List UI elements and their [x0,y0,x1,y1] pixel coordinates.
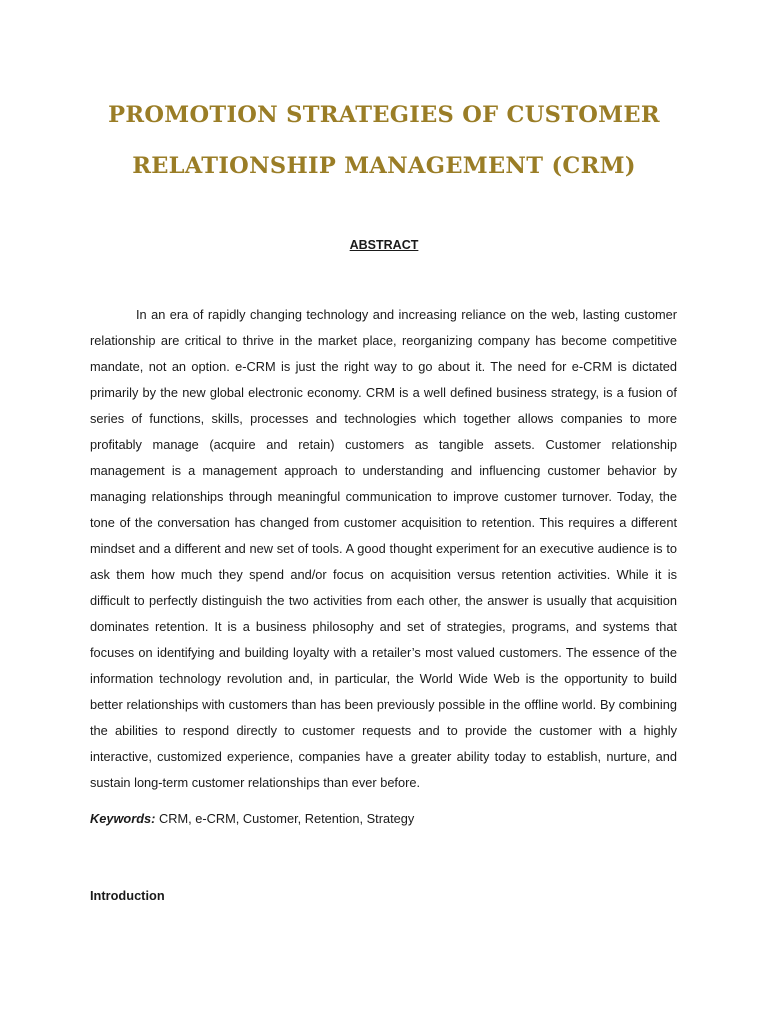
abstract-line: ask them how much they spend and/or focus on acquisition versus retention activities. While it is [90,567,677,582]
abstract-line: better relationships with customers than has been previously possible in the offline world. By combining [90,697,677,712]
abstract-line: management is a management approach to understanding and influencing customer behavior by [90,463,677,478]
abstract-line: primarily by the new global electronic economy. CRM is a well defined business strategy, is a fusion of [90,385,677,400]
abstract-line: focuses on identifying and building loyalty with a retailer’s most valued customers. The essence of the [90,645,677,660]
abstract-line: relationship are critical to thrive in the market place, reorganizing company has become competitive [90,333,677,348]
section-heading-introduction: Introduction [90,888,165,903]
abstract-line: interactive, customized experience, companies have a greater ability today to establish, nurture, and [90,749,677,764]
abstract-line: series of functions, skills, processes and technologies which together allows companies to more [90,411,677,426]
abstract-line: sustain long-term customer relationships than ever before. [90,775,421,790]
abstract-line: managing relationships through meaningful communication to improve customer turnover. Today, the [90,489,677,504]
abstract-line: tone of the conversation has changed from customer acquisition to retention. This requires a different [90,515,677,530]
abstract-line: mandate, not an option. e-CRM is just the right way to go about it. The need for e-CRM is dictated [90,359,677,374]
document-title-line-1: PROMOTION STRATEGIES OF CUSTOMER [108,102,660,128]
abstract-line: information technology revolution and, in particular, the World Wide Web is the opportunity to build [90,671,677,686]
abstract-line: difficult to perfectly distinguish the two activities from each other, the answer is usually that acquisition [90,593,677,608]
abstract-line: In an era of rapidly changing technology and increasing reliance on the web, lasting customer [136,307,677,322]
document-title-line-2: RELATIONSHIP MANAGEMENT (CRM) [132,153,636,179]
keywords-list: CRM, e-CRM, Customer, Retention, Strategy [155,811,415,826]
abstract-heading: ABSTRACT [349,238,419,252]
document-title [60,90,708,192]
abstract-line: dominates retention. It is a business philosophy and set of strategies, programs, and systems that [90,619,677,634]
keywords-label: Keywords: [90,811,156,826]
abstract-line: the abilities to respond directly to customer requests and to provide the customer with a highly [90,723,677,738]
abstract-line: mindset and a different and new set of tools. A good thought experiment for an executive audience is to [90,541,677,556]
keywords [90,810,414,828]
abstract-line: profitably manage (acquire and retain) customers as tangible assets. Customer relationship [90,437,677,452]
abstract-paragraph [90,302,677,796]
